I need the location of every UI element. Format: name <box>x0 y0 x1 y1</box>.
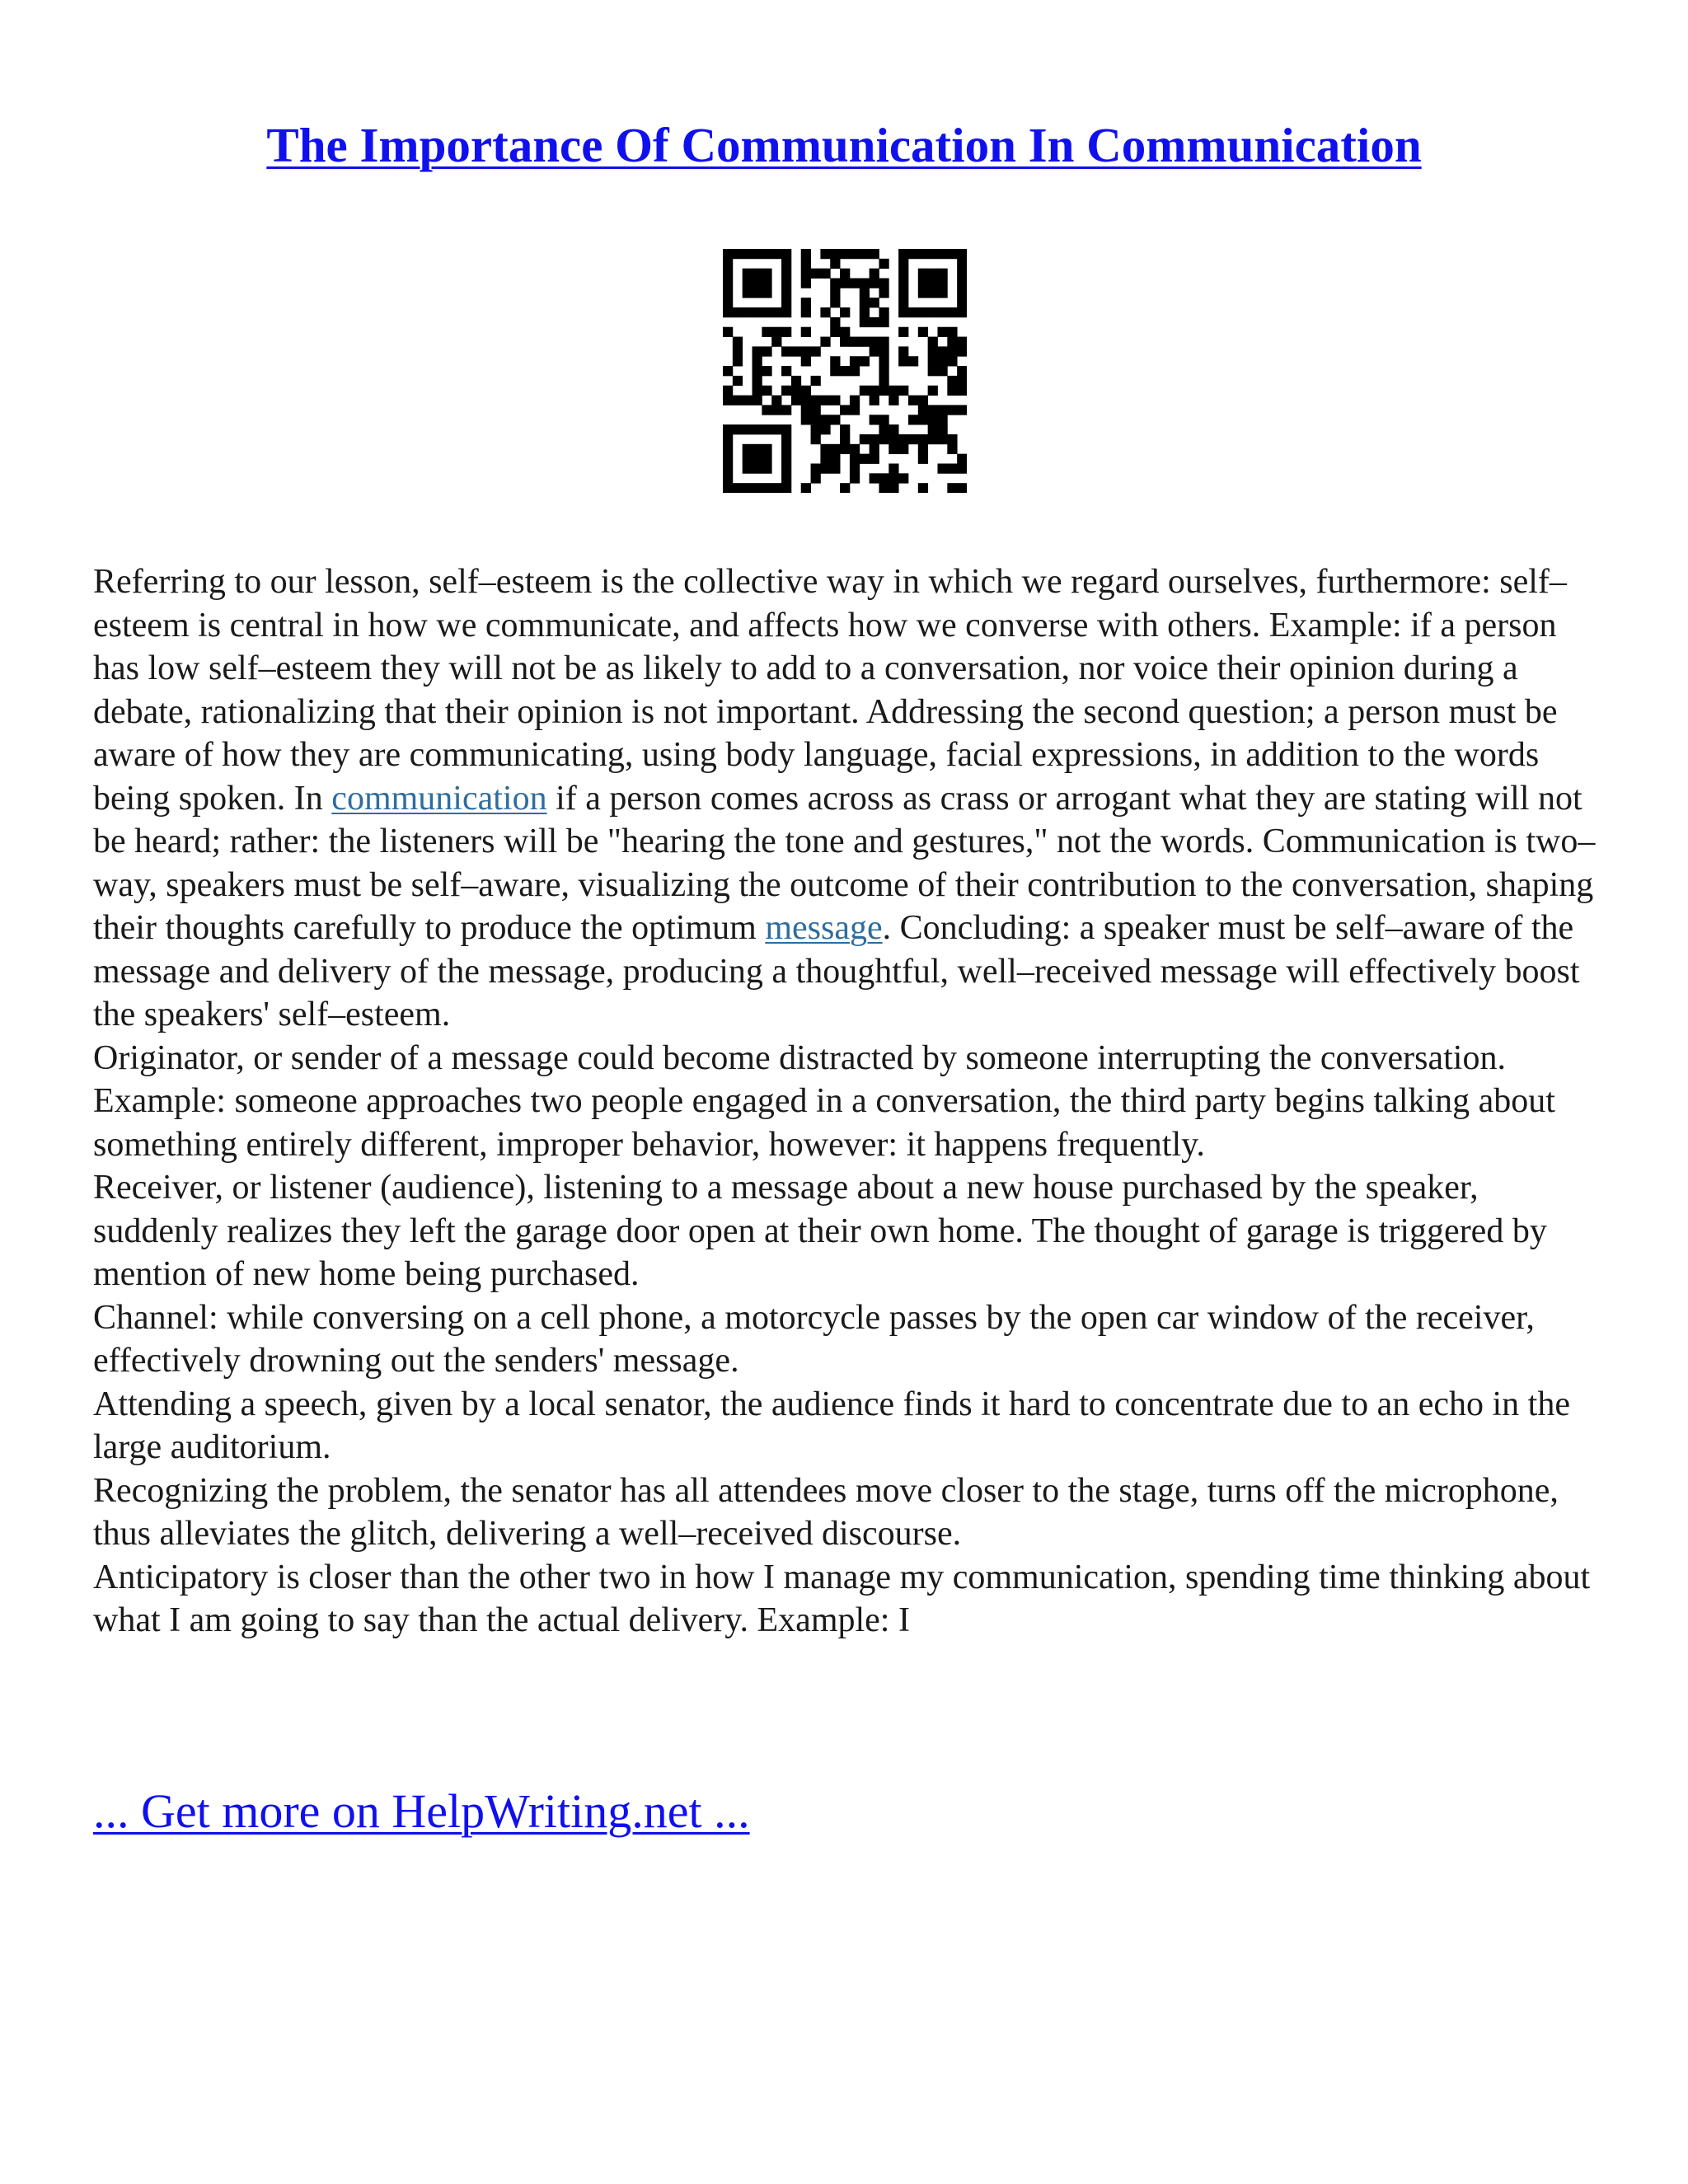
paragraph: Receiver, or listener (audience), listening to a message about a new house purchased by the speaker, suddenly realizes they left the garage door open at their own home. The thought of garage is triggered by mention of new home being purchased. <box>93 1169 1547 1293</box>
title-link[interactable]: The Importance Of Communication In Communication <box>266 118 1422 172</box>
communication-link[interactable]: communication <box>331 779 547 818</box>
get-more-link[interactable]: ... Get more on HelpWriting.net ... <box>93 1784 750 1838</box>
qr-code-icon <box>723 249 967 493</box>
article-body <box>93 560 1601 1643</box>
paragraph: Referring to our lesson, self–esteem is the collective way in which we regard ourselves, furthermore: self–esteem is central in how we communicate, and affects how we converse with others. Example: if a person has low self–esteem they will not be as likely to add to a conversation, nor voice their opinion during a debate, rationalizing that their opinion is not important. Addressing the second question; a person must be aware of how they are communicating, using body language, facial expressions, in addition to the words being spoken. In communication if a person comes across as crass or arrogant what they are stating will not be heard; rather: the listeners will be "hearing the tone and gestures," not the words. Communication is two–way, speakers must be self–aware, visualizing the outcome of their contribution to the conversation, shaping their thoughts carefully to produce the optimum message. Concluding: a speaker must be self–aware of the message and delivery of the message, producing a thoughtful, well–received message will effectively boost the speakers' self–esteem. <box>93 563 1596 1033</box>
paragraph: Attending a speech, given by a local senator, the audience finds it hard to concentrate due to an echo in the large auditorium. <box>93 1385 1570 1466</box>
message-link[interactable]: message <box>765 909 883 947</box>
paragraph: Originator, or sender of a message could become distracted by someone interrupting the conversation. Example: someone approaches two people engaged in a conversation, the third party begins talking about something entirely different, improper behavior, however: it happens frequently. <box>93 1038 1555 1164</box>
paragraph: Channel: while conversing on a cell phone, a motorcycle passes by the open car window of the receiver, effectively drowning out the senders' message. <box>93 1298 1535 1380</box>
paragraph: Recognizing the problem, the senator has all attendees move closer to the stage, turns off the microphone, thus alleviates the glitch, delivering a well–received discourse. <box>93 1471 1559 1553</box>
page-title <box>0 115 1688 175</box>
more-link-line <box>93 1783 750 1840</box>
paragraph: Anticipatory is closer than the other two in how I manage my communication, spending time thinking about what I am going to say than the actual delivery. Example: I <box>93 1558 1591 1639</box>
